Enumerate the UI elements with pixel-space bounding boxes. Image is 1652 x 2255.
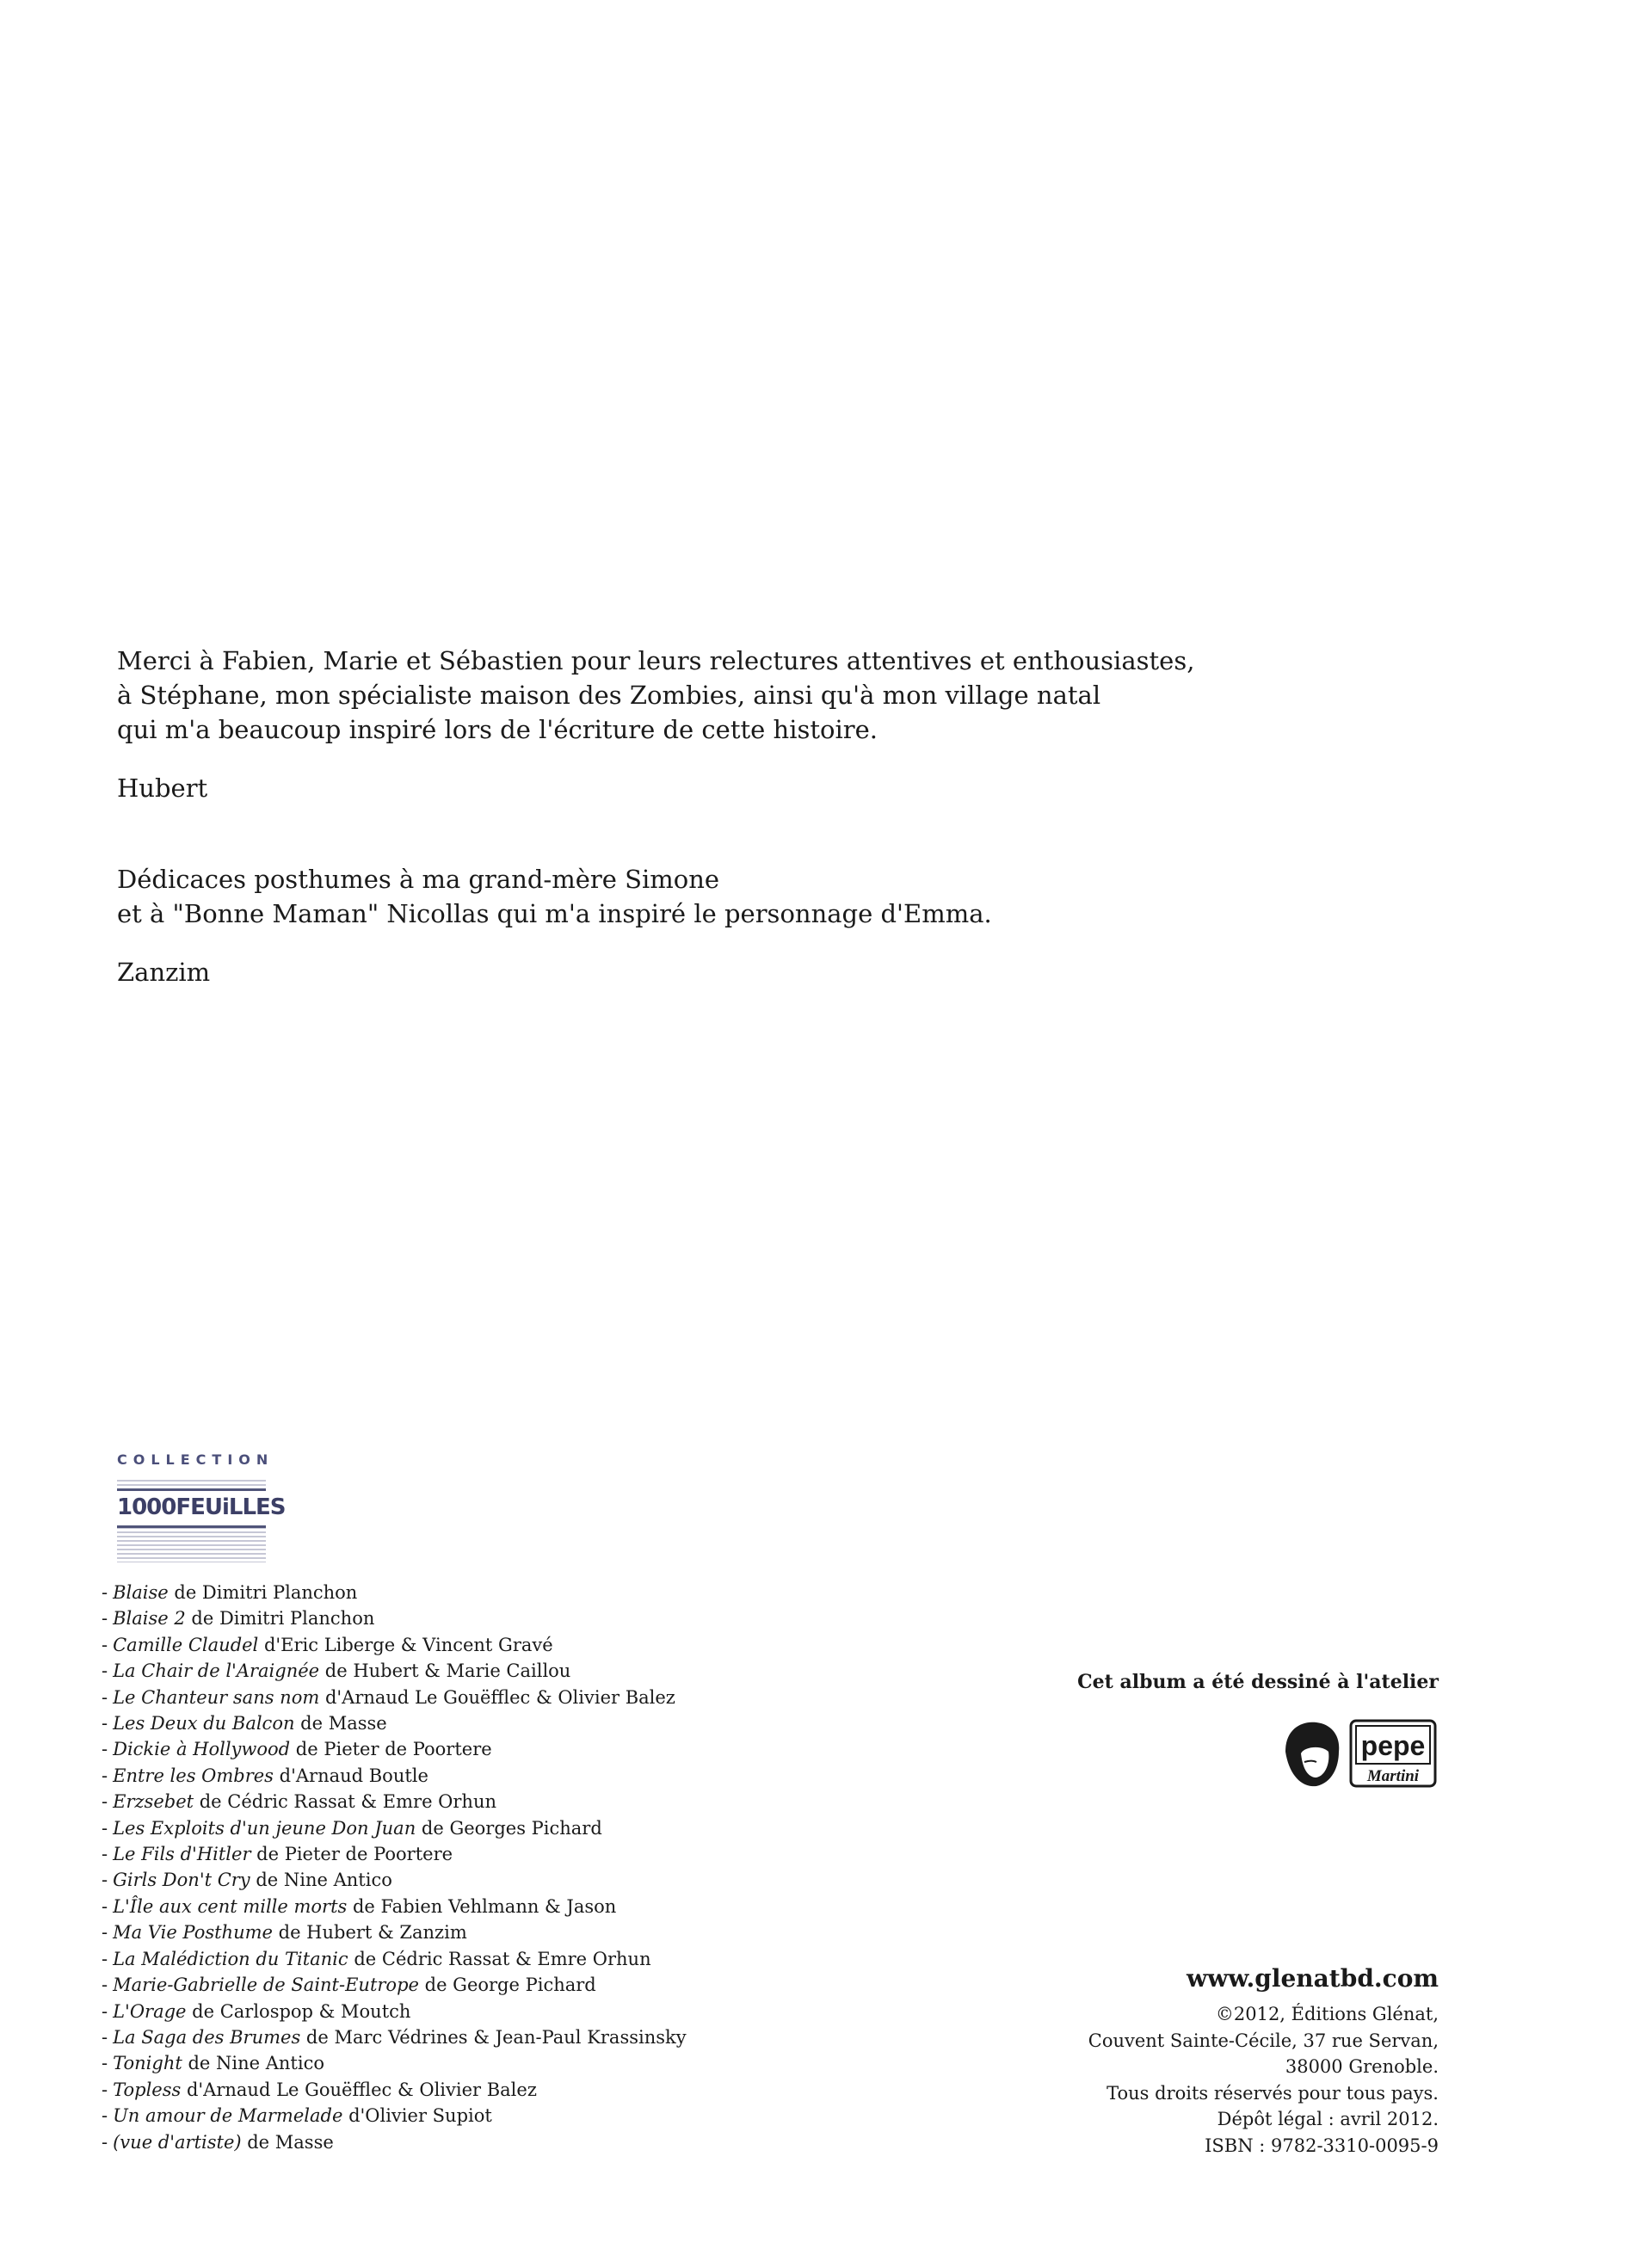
collection-label: COLLECTION — [117, 1451, 274, 1468]
list-bullet: - — [102, 1608, 108, 1630]
book-authors: de George Pichard — [418, 1975, 596, 1996]
book-title: Entre les Ombres — [113, 1765, 274, 1786]
dedication-line: Dédicaces posthumes à ma grand-mère Simone — [117, 865, 720, 894]
publisher-line: ©2012, Éditions Glénat, — [1215, 2004, 1439, 2024]
publisher-line: Dépôt légal : avril 2012. — [1217, 2109, 1439, 2129]
list-bullet: - — [102, 1844, 108, 1865]
book-title: (vue d'artiste) — [113, 2131, 242, 2153]
book-list-item — [102, 2129, 876, 2155]
book-list-item — [102, 1946, 876, 1972]
book-list-item — [102, 1763, 876, 1789]
book-title: Le Fils d'Hitler — [113, 1844, 251, 1865]
book-list-item — [102, 1605, 876, 1631]
book-authors: de Hubert & Zanzim — [272, 1922, 467, 1944]
book-title: Camille Claudel — [113, 1634, 259, 1655]
list-bullet: - — [102, 1948, 108, 1969]
list-bullet: - — [102, 2053, 108, 2074]
collection-logo-text: 1000FEUiLLES — [117, 1494, 286, 1520]
book-authors: de Nine Antico — [250, 1870, 392, 1891]
publisher-website[interactable]: www.glenatbd.com — [1187, 1964, 1439, 1993]
book-authors: de Pieter de Poortere — [290, 1739, 492, 1760]
list-bullet: - — [102, 1634, 108, 1655]
list-bullet: - — [102, 2105, 108, 2127]
publisher-info — [1088, 1960, 1439, 2159]
book-list-item — [102, 2024, 876, 2050]
book-list-item — [102, 1972, 876, 1998]
book-title: La Malédiction du Titanic — [113, 1948, 348, 1969]
book-list-item — [102, 1685, 876, 1710]
book-title: Girls Don't Cry — [113, 1870, 250, 1891]
book-title: Les Deux du Balcon — [113, 1713, 295, 1734]
list-bullet: - — [102, 2026, 108, 2048]
dedication — [117, 862, 1236, 989]
publisher-line: ISBN : 9782-3310-0095-9 — [1205, 2135, 1439, 2156]
list-bullet: - — [102, 1582, 108, 1603]
book-title: La Chair de l'Araignée — [113, 1660, 320, 1682]
book-authors: d'Olivier Supiot — [342, 2105, 492, 2127]
book-list-item — [102, 1815, 876, 1841]
list-bullet: - — [102, 1817, 108, 1839]
book-title: Dickie à Hollywood — [113, 1739, 291, 1760]
book-title: L'Île aux cent mille morts — [113, 1895, 348, 1917]
book-list-item — [102, 2103, 876, 2129]
book-authors: de Dimitri Planchon — [168, 1582, 358, 1603]
portrait-icon — [1285, 1722, 1339, 1786]
list-bullet: - — [102, 1870, 108, 1891]
book-title: Le Chanteur sans nom — [113, 1686, 320, 1708]
book-title: Ma Vie Posthume — [113, 1922, 273, 1944]
book-list-item — [102, 1658, 876, 1684]
book-authors: de Nine Antico — [182, 2053, 324, 2074]
book-authors: de Masse — [241, 2131, 334, 2153]
book-list-item — [102, 1999, 876, 2024]
book-authors: de Dimitri Planchon — [185, 1608, 375, 1630]
atelier-logo-subword: Martini — [1366, 1767, 1420, 1785]
book-list-item — [102, 1736, 876, 1762]
atelier-logo-word: pepe — [1360, 1730, 1426, 1761]
collection-logo — [117, 1480, 286, 1562]
book-title: Blaise — [113, 1582, 169, 1603]
book-authors: de Cédric Rassat & Emre Orhun — [194, 1791, 496, 1813]
book-authors: d'Eric Liberge & Vincent Gravé — [258, 1634, 553, 1655]
book-list-item — [102, 1710, 876, 1736]
book-authors: de Carlospop & Moutch — [186, 2000, 411, 2022]
book-title: Erzsebet — [113, 1791, 194, 1813]
book-title: Un amour de Marmelade — [113, 2105, 343, 2127]
dedication-line: et à "Bonne Maman" Nicollas qui m'a inspiré le personnage d'Emma. — [117, 899, 992, 928]
atelier-credit — [1077, 1669, 1439, 1695]
book-title: Topless — [113, 2079, 182, 2100]
book-list-item — [102, 1632, 876, 1658]
publisher-line: 38000 Grenoble. — [1285, 2056, 1439, 2077]
book-authors: de Hubert & Marie Caillou — [319, 1660, 571, 1682]
list-bullet: - — [102, 1922, 108, 1944]
book-title: Tonight — [113, 2053, 182, 2074]
list-bullet: - — [102, 2131, 108, 2153]
acknowledgement-line: à Stéphane, mon spécialiste maison des Zombies, ainsi qu'à mon village natal — [117, 681, 1101, 710]
list-bullet: - — [102, 1686, 108, 1708]
list-bullet: - — [102, 1713, 108, 1734]
book-list-item — [102, 1841, 876, 1867]
list-bullet: - — [102, 1765, 108, 1786]
collection-book-list — [102, 1580, 876, 2155]
dedication-signature: Zanzim — [117, 958, 211, 987]
book-authors: de Cédric Rassat & Emre Orhun — [348, 1948, 651, 1969]
atelier-logo — [1279, 1717, 1439, 1790]
book-list-item — [102, 1919, 876, 1945]
list-bullet: - — [102, 2079, 108, 2100]
acknowledgement-signature: Hubert — [117, 773, 208, 803]
acknowledgement-line: Merci à Fabien, Marie et Sébastien pour leurs relectures attentives et enthousiastes, — [117, 646, 1195, 675]
book-title: Blaise 2 — [113, 1608, 186, 1630]
book-list-item — [102, 2077, 876, 2103]
publisher-line: Tous droits réservés pour tous pays. — [1106, 2082, 1439, 2104]
book-authors: de Fabien Vehlmann & Jason — [347, 1895, 617, 1917]
book-authors: de Marc Védrines & Jean-Paul Krassinsky — [300, 2026, 687, 2048]
list-bullet: - — [102, 2000, 108, 2022]
list-bullet: - — [102, 1975, 108, 1996]
list-bullet: - — [102, 1791, 108, 1813]
book-list-item — [102, 2050, 876, 2076]
list-bullet: - — [102, 1739, 108, 1760]
book-title: La Saga des Brumes — [113, 2026, 301, 2048]
book-title: L'Orage — [113, 2000, 187, 2022]
book-list-item — [102, 1580, 876, 1605]
book-title: Marie-Gabrielle de Saint-Eutrope — [113, 1975, 419, 1996]
acknowledgement-line: qui m'a beaucoup inspiré lors de l'écriture de cette histoire. — [117, 715, 878, 744]
atelier-caption: Cet album a été dessiné à l'atelier — [1077, 1671, 1439, 1693]
book-list-item — [102, 1894, 876, 1919]
book-authors: de Pieter de Poortere — [250, 1844, 453, 1865]
book-list-item — [102, 1867, 876, 1893]
book-title: Les Exploits d'un jeune Don Juan — [113, 1817, 416, 1839]
publisher-line: Couvent Sainte-Cécile, 37 rue Servan, — [1088, 2030, 1439, 2051]
book-list-item — [102, 1789, 876, 1814]
book-authors: d'Arnaud Le Gouëfflec & Olivier Balez — [181, 2079, 537, 2100]
list-bullet: - — [102, 1895, 108, 1917]
book-authors: de Masse — [294, 1713, 387, 1734]
book-authors: de Georges Pichard — [416, 1817, 602, 1839]
book-authors: d'Arnaud Le Gouëfflec & Olivier Balez — [319, 1686, 675, 1708]
book-authors: d'Arnaud Boutle — [273, 1765, 428, 1786]
acknowledgements — [117, 644, 1236, 805]
list-bullet: - — [102, 1660, 108, 1682]
